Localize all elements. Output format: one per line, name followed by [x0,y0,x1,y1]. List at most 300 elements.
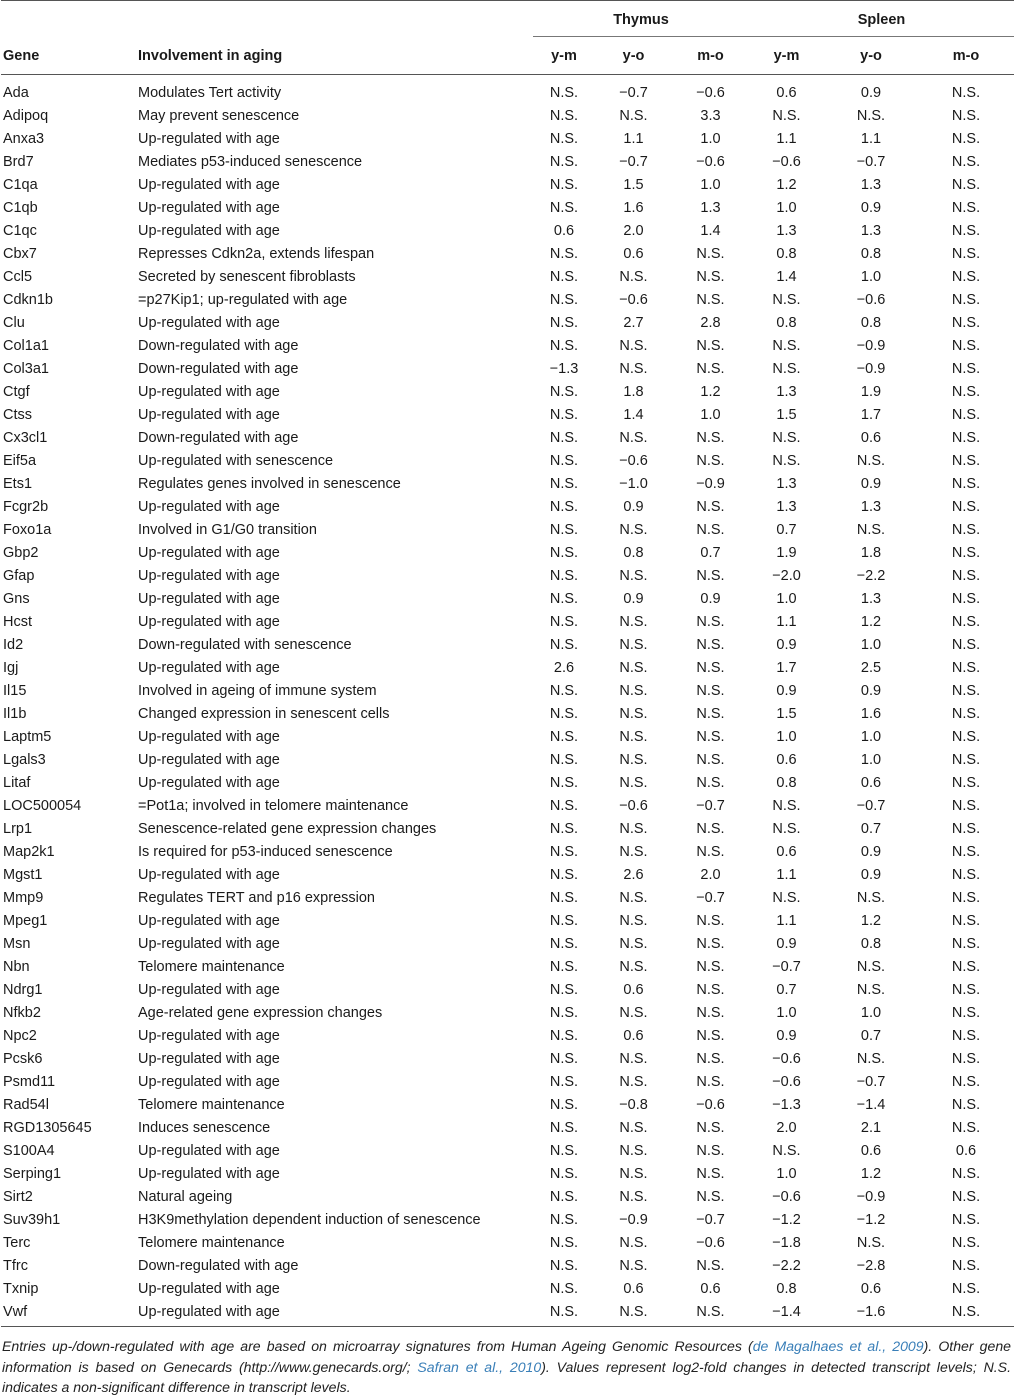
value-cell-spleen-mo: N.S. [951,705,981,722]
value-cell-spleen-ym: −2.2 [772,1257,801,1274]
group-spleen: Spleen [749,1,1014,38]
table-row [1,587,1014,610]
involvement-cell: H3K9methylation dependent induction of senescence [138,1211,481,1228]
value-cell-spleen-yo: 0.6 [860,1280,882,1297]
value-cell-thymus-yo: 0.6 [623,245,644,262]
involvement-cell: Secreted by senescent fibroblasts [138,268,356,285]
value-cell-spleen-yo: 0.8 [860,314,882,331]
value-cell-spleen-ym: 0.8 [776,774,797,791]
value-cell-spleen-ym: −0.6 [772,1073,801,1090]
gene-cell: Terc [3,1234,31,1251]
involvement-cell: Modulates Tert activity [138,84,282,101]
value-cell-spleen-ym: 1.9 [776,544,797,561]
value-cell-spleen-ym: 0.9 [776,682,797,699]
involvement-cell: Regulates TERT and p16 expression [138,889,375,906]
gene-cell: Ndrg1 [3,981,43,998]
value-cell-thymus-yo: N.S. [619,268,648,285]
value-cell-spleen-ym: N.S. [772,1142,801,1159]
value-cell-spleen-yo: −0.6 [856,291,886,308]
gene-cell: LOC500054 [3,797,82,814]
table-row [1,357,1014,380]
value-cell-spleen-yo: 1.3 [860,222,882,239]
value-cell-thymus-mo: N.S. [696,1004,725,1021]
footnote-ref-1[interactable]: de Magalhaes et al., 2009 [752,1338,924,1354]
value-cell-thymus-ym: N.S. [549,728,579,745]
table-row [1,817,1014,840]
involvement-cell: Up-regulated with age [138,659,280,676]
value-cell-spleen-yo: 1.0 [860,636,882,653]
involvement-cell: Up-regulated with age [138,866,280,883]
gene-cell: Npc2 [3,1027,37,1044]
column-header-row [1,37,1014,75]
value-cell-spleen-mo: N.S. [951,1004,981,1021]
value-cell-spleen-yo: −0.7 [856,153,886,170]
value-cell-thymus-yo: 2.0 [623,222,644,239]
value-cell-thymus-mo: N.S. [696,613,725,630]
value-cell-thymus-mo: N.S. [696,1257,725,1274]
gene-cell: Psmd11 [3,1073,56,1090]
value-cell-thymus-yo: N.S. [619,636,648,653]
value-cell-spleen-mo: N.S. [951,1257,981,1274]
value-cell-thymus-yo: 0.6 [623,1280,644,1297]
value-cell-spleen-ym: 1.0 [776,1004,797,1021]
value-cell-thymus-ym: N.S. [549,1050,579,1067]
table-row [1,219,1014,242]
involvement-cell: Down-regulated with age [138,1257,299,1274]
value-cell-thymus-mo: N.S. [696,337,725,354]
involvement-cell: =p27Kip1; up-regulated with age [138,291,348,308]
value-cell-spleen-yo: 1.0 [860,728,882,745]
value-cell-spleen-ym: 1.3 [776,383,797,400]
value-cell-spleen-yo: 0.7 [860,820,882,837]
value-cell-spleen-mo: N.S. [951,889,981,906]
value-cell-spleen-ym: N.S. [772,889,801,906]
gene-cell: Laptm5 [3,728,52,745]
value-cell-spleen-ym: N.S. [772,291,801,308]
value-cell-spleen-ym: −0.7 [772,958,801,975]
value-cell-spleen-yo: 1.8 [860,544,882,561]
involvement-cell: Up-regulated with age [138,383,280,400]
value-cell-spleen-mo: N.S. [951,291,981,308]
value-cell-spleen-yo: N.S. [856,1234,886,1251]
value-cell-spleen-ym: 0.8 [776,245,797,262]
value-cell-spleen-yo: −2.8 [856,1257,886,1274]
value-cell-thymus-yo: N.S. [619,1142,648,1159]
value-cell-thymus-yo: 1.5 [623,176,644,193]
value-cell-spleen-yo: 1.0 [860,751,882,768]
value-cell-spleen-yo: N.S. [856,889,886,906]
value-cell-spleen-yo: N.S. [856,452,886,469]
value-cell-thymus-mo: −0.7 [696,1211,725,1228]
value-cell-thymus-mo: N.S. [696,1142,725,1159]
value-cell-spleen-ym: −1.4 [772,1303,801,1320]
table-row [1,840,1014,863]
value-cell-thymus-ym: N.S. [549,613,579,630]
value-cell-thymus-ym: N.S. [549,337,579,354]
value-cell-spleen-ym: −1.2 [772,1211,801,1228]
value-cell-spleen-ym: −1.3 [772,1096,801,1113]
involvement-cell: Represses Cdkn2a, extends lifespan [138,245,375,262]
value-cell-spleen-ym: 0.7 [776,521,797,538]
table-row [1,242,1014,265]
value-cell-thymus-yo: −0.6 [619,452,648,469]
involvement-cell: Up-regulated with age [138,774,280,791]
value-cell-thymus-mo: −0.6 [696,1234,725,1251]
value-cell-thymus-yo: N.S. [619,751,648,768]
table-row [1,1093,1014,1116]
value-cell-thymus-yo: −0.8 [619,1096,648,1113]
gene-cell: Cbx7 [3,245,37,262]
involvement-cell: Up-regulated with age [138,912,280,929]
value-cell-thymus-ym: N.S. [549,682,579,699]
value-cell-spleen-ym: 1.1 [776,613,797,630]
table-row [1,541,1014,564]
value-cell-thymus-mo: −0.7 [696,889,725,906]
table-footnote [2,1336,1011,1398]
table-row [1,173,1014,196]
gene-cell: Ada [3,84,29,101]
value-cell-thymus-ym: N.S. [549,291,579,308]
gene-cell: Igj [3,659,19,676]
gene-cell: Lrp1 [3,820,33,837]
involvement-cell: Up-regulated with age [138,1303,280,1320]
value-cell-spleen-ym: −0.6 [772,153,801,170]
gene-cell: C1qb [3,199,38,216]
involvement-cell: Up-regulated with age [138,498,280,515]
table-row [1,472,1014,495]
gene-cell: Rad54l [3,1096,49,1113]
table-row [1,909,1014,932]
value-cell-thymus-yo: N.S. [619,682,648,699]
value-cell-thymus-yo: N.S. [619,429,648,446]
value-cell-spleen-ym: N.S. [772,429,801,446]
col-thymus-yo: y-o [622,47,645,64]
value-cell-spleen-ym: 1.1 [776,912,797,929]
gene-cell: Tfrc [3,1257,28,1274]
value-cell-thymus-yo: N.S. [619,1165,648,1182]
value-cell-thymus-mo: N.S. [696,843,725,860]
involvement-cell: Up-regulated with age [138,728,280,745]
value-cell-thymus-mo: 0.7 [700,544,721,561]
involvement-cell: Age-related gene expression changes [138,1004,383,1021]
value-cell-spleen-yo: 1.1 [860,130,882,147]
value-cell-spleen-ym: 1.0 [776,728,797,745]
table-row [1,380,1014,403]
gene-cell: Msn [3,935,31,952]
value-cell-spleen-ym: 1.0 [776,199,797,216]
table-row [1,104,1014,127]
gene-cell: Ets1 [3,475,33,492]
involvement-cell: Up-regulated with age [138,567,280,584]
gene-cell: S100A4 [3,1142,55,1159]
value-cell-thymus-ym: N.S. [549,889,579,906]
gene-cell: Clu [3,314,25,331]
value-cell-spleen-mo: N.S. [951,337,981,354]
value-cell-thymus-yo: N.S. [619,1119,648,1136]
involvement-cell: Induces senescence [138,1119,271,1136]
value-cell-spleen-yo: 1.6 [860,705,882,722]
value-cell-thymus-yo: N.S. [619,820,648,837]
value-cell-thymus-ym: N.S. [549,176,579,193]
value-cell-thymus-mo: N.S. [696,1050,725,1067]
value-cell-spleen-mo: N.S. [951,636,981,653]
value-cell-thymus-ym: N.S. [549,245,579,262]
value-cell-thymus-mo: −0.6 [696,1096,725,1113]
col-thymus-mo: m-o [697,47,724,64]
value-cell-spleen-yo: 1.2 [860,613,882,630]
value-cell-spleen-yo: N.S. [856,1050,886,1067]
value-cell-thymus-ym: N.S. [549,981,579,998]
value-cell-spleen-yo: −0.7 [856,797,886,814]
value-cell-spleen-mo: N.S. [951,820,981,837]
gene-cell: Txnip [3,1280,39,1297]
value-cell-thymus-yo: 1.1 [623,130,644,147]
involvement-cell: Up-regulated with age [138,1050,280,1067]
gene-cell: Lgals3 [3,751,46,768]
value-cell-thymus-mo: 2.8 [700,314,721,331]
value-cell-thymus-ym: N.S. [549,199,579,216]
gene-cell: Hcst [3,613,32,630]
value-cell-spleen-yo: 0.9 [860,475,882,492]
value-cell-spleen-mo: N.S. [951,728,981,745]
table-row [1,610,1014,633]
value-cell-thymus-ym: N.S. [549,268,579,285]
value-cell-thymus-yo: −0.7 [619,84,648,101]
table-row [1,518,1014,541]
value-cell-spleen-yo: −1.4 [856,1096,886,1113]
value-cell-spleen-yo: 0.9 [860,682,882,699]
value-cell-thymus-yo: N.S. [619,843,648,860]
gene-cell: RGD1305645 [3,1119,92,1136]
value-cell-spleen-mo: N.S. [951,682,981,699]
value-cell-spleen-yo: N.S. [856,981,886,998]
gene-cell: Mmp9 [3,889,44,906]
gene-cell: Id2 [3,636,24,653]
value-cell-thymus-ym: −1.3 [549,360,579,377]
value-cell-thymus-mo: N.S. [696,245,725,262]
value-cell-thymus-yo: 0.6 [623,1027,644,1044]
gene-cell: Suv39h1 [3,1211,61,1228]
involvement-cell: Mediates p53-induced senescence [138,153,363,170]
value-cell-thymus-ym: N.S. [549,383,579,400]
table-row [1,794,1014,817]
table-row [1,1231,1014,1254]
value-cell-thymus-mo: N.S. [696,682,725,699]
table-row [1,1001,1014,1024]
value-cell-thymus-yo: N.S. [619,1303,648,1320]
table-row [1,288,1014,311]
value-cell-spleen-ym: 1.5 [776,705,797,722]
value-cell-thymus-mo: 3.3 [700,107,721,124]
value-cell-spleen-mo: N.S. [951,912,981,929]
value-cell-spleen-mo: N.S. [951,84,981,101]
value-cell-thymus-yo: 0.6 [623,981,644,998]
value-cell-spleen-mo: N.S. [951,866,981,883]
gene-cell: Anxa3 [3,130,45,147]
value-cell-thymus-ym: N.S. [549,774,579,791]
table-row [1,334,1014,357]
value-cell-thymus-yo: −0.9 [619,1211,648,1228]
value-cell-spleen-yo: 2.5 [860,659,882,676]
value-cell-thymus-yo: N.S. [619,705,648,722]
gene-cell: Gfap [3,567,35,584]
table-row [1,127,1014,150]
value-cell-thymus-ym: N.S. [549,590,579,607]
involvement-cell: Up-regulated with age [138,1073,280,1090]
gene-cell: Col3a1 [3,360,49,377]
group-header-row [1,1,1014,38]
table-row [1,1277,1014,1300]
value-cell-spleen-mo: N.S. [951,981,981,998]
value-cell-thymus-ym: N.S. [549,1096,579,1113]
value-cell-spleen-yo: N.S. [856,521,886,538]
value-cell-thymus-yo: 0.9 [623,590,644,607]
value-cell-thymus-ym: N.S. [549,1188,579,1205]
involvement-cell: Up-regulated with age [138,613,280,630]
value-cell-thymus-mo: N.S. [696,1073,725,1090]
gene-cell: Eif5a [3,452,37,469]
value-cell-spleen-yo: 0.7 [860,1027,882,1044]
value-cell-thymus-ym: N.S. [549,406,579,423]
value-cell-thymus-ym: N.S. [549,1211,579,1228]
value-cell-thymus-yo: −0.6 [619,797,648,814]
value-cell-spleen-mo: N.S. [951,360,981,377]
involvement-cell: May prevent senescence [138,107,300,124]
involvement-cell: Telomere maintenance [138,958,285,975]
involvement-cell: Up-regulated with age [138,199,280,216]
value-cell-spleen-mo: N.S. [951,498,981,515]
value-cell-spleen-yo: 0.8 [860,245,882,262]
table-row [1,932,1014,955]
value-cell-thymus-mo: 1.3 [700,199,721,216]
value-cell-spleen-ym: 0.8 [776,314,797,331]
value-cell-spleen-mo: N.S. [951,843,981,860]
value-cell-thymus-ym: N.S. [549,1280,579,1297]
value-cell-thymus-ym: N.S. [549,1303,579,1320]
value-cell-spleen-mo: N.S. [951,1188,981,1205]
involvement-cell: Is required for p53-induced senescence [138,843,393,860]
gene-cell: Litaf [3,774,31,791]
involvement-cell: Telomere maintenance [138,1096,285,1113]
gene-cell: Ctss [3,406,32,423]
table-row [1,1162,1014,1185]
value-cell-spleen-yo: −0.9 [856,360,886,377]
value-cell-thymus-mo: N.S. [696,820,725,837]
value-cell-spleen-yo: 0.9 [860,84,882,101]
gene-cell: Map2k1 [3,843,55,860]
gene-cell: Cdkn1b [3,291,53,308]
value-cell-thymus-mo: −0.7 [696,797,725,814]
value-cell-thymus-ym: N.S. [549,107,579,124]
value-cell-thymus-yo: 2.7 [623,314,644,331]
involvement-cell: Up-regulated with age [138,544,280,561]
value-cell-thymus-yo: 2.6 [623,866,644,883]
value-cell-thymus-yo: 1.4 [623,406,644,423]
value-cell-spleen-ym: 1.4 [776,268,797,285]
value-cell-spleen-ym: −1.8 [772,1234,801,1251]
value-cell-spleen-mo: 0.6 [955,1142,977,1159]
value-cell-thymus-ym: N.S. [549,1142,579,1159]
value-cell-spleen-mo: N.S. [951,107,981,124]
involvement-cell: Involved in ageing of immune system [138,682,377,699]
value-cell-thymus-ym: N.S. [549,958,579,975]
value-cell-thymus-mo: N.S. [696,981,725,998]
gene-cell: Adipoq [3,107,49,124]
value-cell-thymus-yo: −0.6 [619,291,648,308]
table-row [1,656,1014,679]
involvement-cell: Up-regulated with age [138,751,280,768]
value-cell-thymus-yo: N.S. [619,912,648,929]
value-cell-thymus-ym: 2.6 [553,659,575,676]
value-cell-spleen-mo: N.S. [951,268,981,285]
value-cell-spleen-yo: −1.6 [856,1303,886,1320]
value-cell-thymus-mo: N.S. [696,498,725,515]
value-cell-thymus-ym: N.S. [549,1234,579,1251]
involvement-cell: Involved in G1/G0 transition [138,521,317,538]
gene-cell: Nfkb2 [3,1004,41,1021]
value-cell-spleen-yo: 1.3 [860,590,882,607]
value-cell-spleen-yo: −0.7 [856,1073,886,1090]
value-cell-spleen-mo: N.S. [951,567,981,584]
value-cell-spleen-ym: −2.0 [772,567,801,584]
value-cell-spleen-mo: N.S. [951,406,981,423]
table-row [1,978,1014,1001]
value-cell-spleen-yo: −2.2 [856,567,886,584]
table-row [1,426,1014,449]
value-cell-thymus-ym: N.S. [549,1004,579,1021]
value-cell-thymus-yo: −1.0 [619,475,648,492]
value-cell-thymus-ym: N.S. [549,544,579,561]
value-cell-spleen-ym: N.S. [772,452,801,469]
value-cell-spleen-yo: 1.3 [860,176,882,193]
value-cell-thymus-mo: N.S. [696,636,725,653]
value-cell-spleen-ym: 1.3 [776,475,797,492]
value-cell-thymus-ym: N.S. [549,797,579,814]
value-cell-thymus-ym: N.S. [549,429,579,446]
value-cell-spleen-mo: N.S. [951,1096,981,1113]
value-cell-spleen-yo: 1.7 [860,406,882,423]
footnote-text-1: Entries up-/down-regulated with age are based on microarray signatures from Human Ageing Genomic Resources ( [2,1338,753,1354]
gene-cell: Il1b [3,705,27,722]
involvement-cell: Up-regulated with senescence [138,452,334,469]
value-cell-spleen-yo: −0.9 [856,1188,886,1205]
value-cell-thymus-mo: N.S. [696,958,725,975]
gene-cell: Pcsk6 [3,1050,43,1067]
value-cell-thymus-ym: N.S. [549,84,579,101]
gene-cell: Fcgr2b [3,498,49,515]
value-cell-thymus-mo: N.S. [696,452,725,469]
table-row [1,1300,1014,1327]
value-cell-spleen-ym: N.S. [772,820,801,837]
gene-cell: Gbp2 [3,544,39,561]
gene-cell: Vwf [3,1303,28,1320]
involvement-cell: Down-regulated with age [138,360,299,377]
value-cell-thymus-mo: N.S. [696,360,725,377]
table-row [1,633,1014,656]
value-cell-spleen-ym: 1.0 [776,1165,797,1182]
involvement-cell: Natural ageing [138,1188,233,1205]
value-cell-spleen-ym: 0.6 [776,84,797,101]
footnote-text-2: ). Other gene information is based on Genecards (http://www.genecards.org/; [2,1338,1012,1375]
value-cell-thymus-ym: N.S. [549,751,579,768]
value-cell-spleen-mo: N.S. [951,475,981,492]
table-row [1,702,1014,725]
value-cell-spleen-yo: 0.6 [860,429,882,446]
value-cell-thymus-ym: N.S. [549,498,579,515]
footnote-ref-2[interactable]: Safran et al., 2010 [417,1358,542,1375]
value-cell-spleen-yo: 1.3 [860,498,882,515]
table-row [1,150,1014,173]
